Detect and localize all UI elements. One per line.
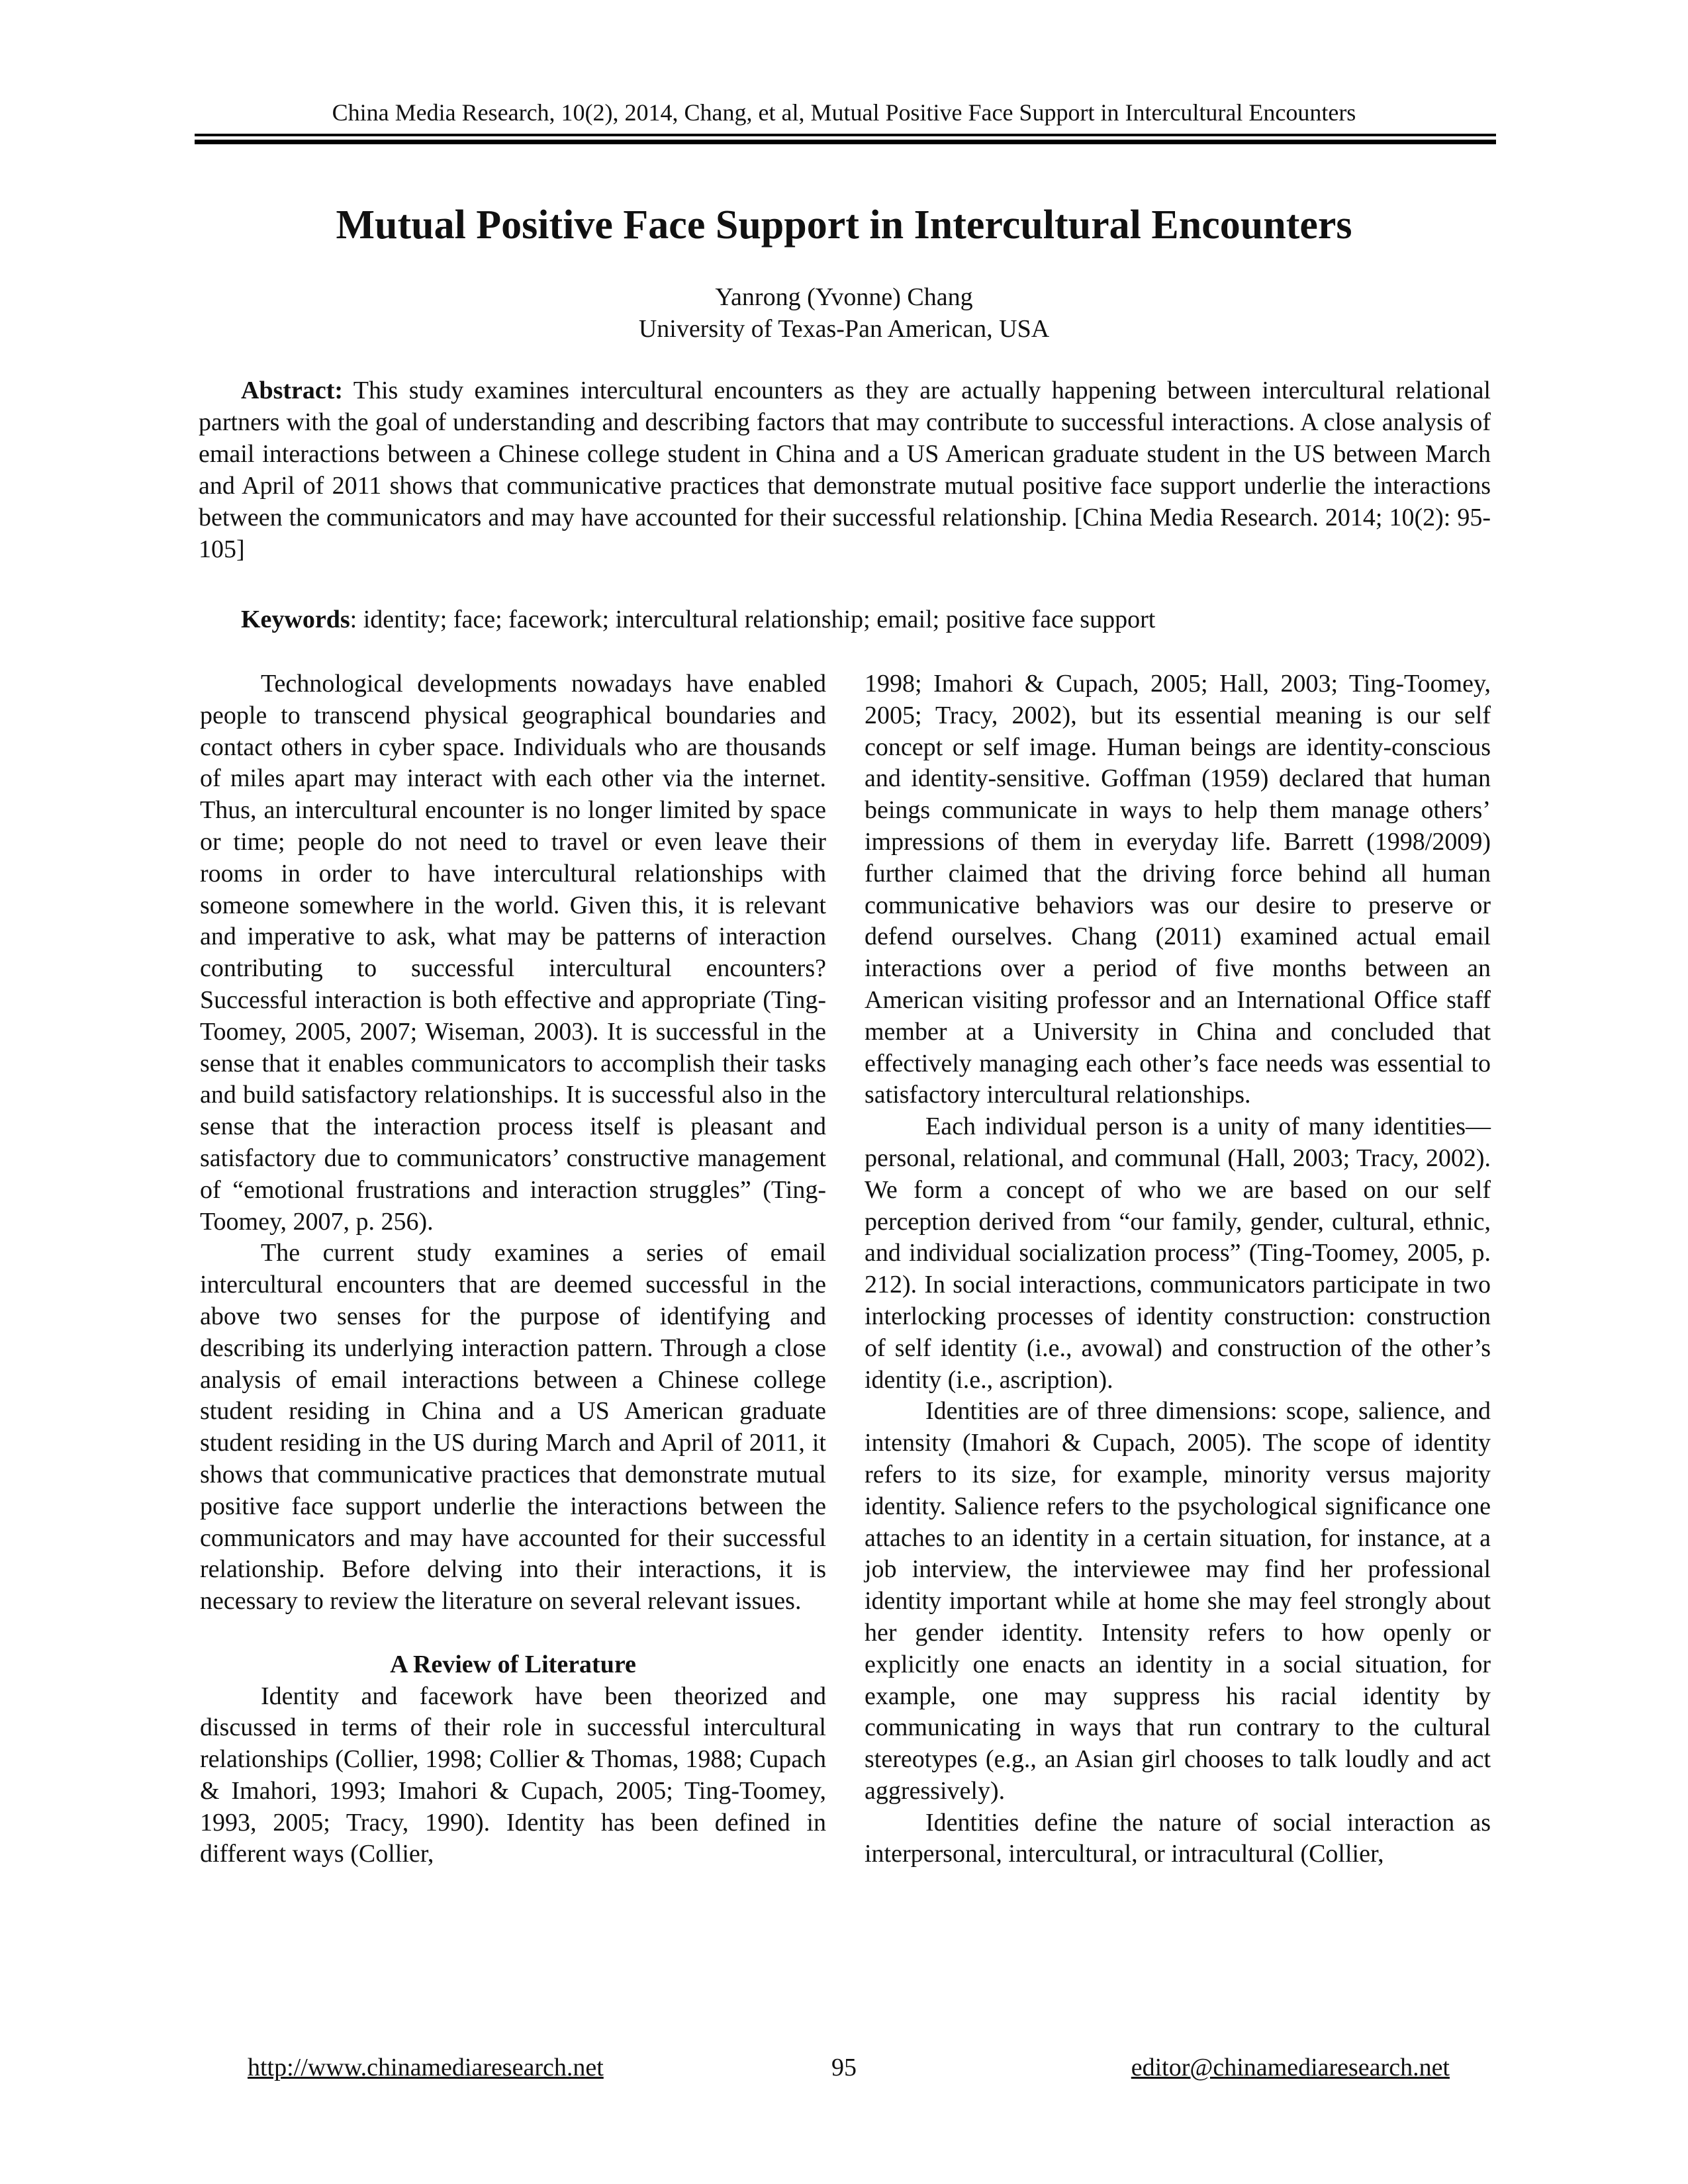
paper-title: Mutual Positive Face Support in Intercultural Encounters	[336, 203, 1352, 248]
right-paragraph-1: 1998; Imahori & Cupach, 2005; Hall, 2003; Ting-Toomey, 2005; Tracy, 2002), but its essential meaning is our self concept or self image. Human beings are identity-conscious and identity-sensitive. Goffman (1959) declared that human beings communicate in ways to help them manage others’ impressions of them in everyday life. Barrett (1998/2009) further claimed that the driving force behind all human communicative behaviors was our desire to preserve or defend ourselves. Chang (2011) examined actual email interactions over a period of five months between an American visiting professor and an International Office staff member at a University in China and concluded that effectively managing each other’s face needs was essential to satisfactory intercultural relationships.	[865, 670, 1491, 1109]
running-head: China Media Research, 10(2), 2014, Chang, et al, Mutual Positive Face Support in Intercultural Encounters	[332, 99, 1356, 126]
abstract	[199, 375, 1491, 565]
left-paragraph-3: Identity and facework have been theorized and discussed in terms of their role in successful intercultural relationships (Collier, 1998; Collier & Thomas, 1988; Cupach & Imahori, 1993; Imahori & Cupach, 2005; Ting-Toomey, 1993, 2005; Tracy, 1990). Identity has been defined in different ways (Collier,	[200, 1682, 826, 1868]
footer-url-link[interactable]: http://www.chinamediaresearch.net	[248, 2054, 604, 2081]
abstract-label: Abstract:	[241, 377, 344, 404]
right-column	[865, 668, 1491, 1870]
keywords	[199, 604, 1491, 635]
right-paragraph-2: Each individual person is a unity of many identities—personal, relational, and communal (Hall, 2003; Tracy, 2002). We form a concept of who we are based on our self perception derived from “our family, gender, cultural, ethnic, and individual socialization process” (Ting-Toomey, 2005, p. 212). In social interactions, communicators participate in two interlocking processes of identity construction: construction of self identity (i.e., avowal) and construction of the other’s identity (i.e., ascription).	[865, 1113, 1491, 1394]
keywords-label: Keywords	[241, 606, 350, 633]
header-rule-thin	[195, 134, 1496, 136]
right-paragraph-4: Identities define the nature of social interaction as interpersonal, intercultural, or intracultural (Collier,	[865, 1808, 1491, 1868]
left-paragraph-2: The current study examines a series of email intercultural encounters that are deemed successful in the above two senses for the purpose of identifying and describing its underlying interaction pattern. Through a close analysis of email interactions between a Chinese college student residing in China and a US American graduate student residing in the US during March and April of 2011, it shows that communicative practices that demonstrate mutual positive face support underlie the interactions between the communicators and may have accounted for their successful relationship. Before delving into their interactions, it is necessary to review the literature on several relevant issues.	[200, 1239, 826, 1615]
footer-email-link[interactable]: editor@chinamediaresearch.net	[1131, 2054, 1450, 2081]
section-heading-literature-review: A Review of Literature	[390, 1650, 636, 1678]
left-paragraph-1: Technological developments nowadays have enabled people to transcend physical geographical boundaries and contact others in cyber space. Individuals who are thousands of miles apart may interact with each other via the internet. Thus, an intercultural encounter is no longer limited by space or time; people do not need to travel or even leave their rooms in order to have intercultural relationships with someone somewhere in the world. Given this, it is relevant and imperative to ask, what may be patterns of interaction contributing to successful intercultural encounters? Successful interaction is both effective and appropriate (Ting-Toomey, 2005, 2007; Wiseman, 2003). It is successful in the sense that it enables communicators to accomplish their tasks and build satisfactory relationships. It is successful also in the sense that the interaction process itself is pleasant and satisfactory due to communicators’ constructive management of “emotional frustrations and interaction struggles” (Ting-Toomey, 2007, p. 256).	[200, 670, 826, 1236]
author-name: Yanrong (Yvonne) Chang	[715, 283, 973, 311]
author-affiliation: University of Texas-Pan American, USA	[638, 315, 1050, 343]
header-rule-thick	[195, 140, 1496, 144]
right-paragraph-3: Identities are of three dimensions: scope, salience, and intensity (Imahori & Cupach, 2005). The scope of identity refers to its size, for example, minority versus majority identity. Salience refers to the psychological significance one attaches to an identity in a certain situation, for instance, at a job interview, the interviewee may find her professional identity important while at home she may feel strongly about her gender identity. Intensity refers to how openly or explicitly one enacts an identity in a social situation, for example, one may suppress his racial identity by communicating in ways that run contrary to the cultural stereotypes (e.g., an Asian girl chooses to talk loudly and act aggressively).	[865, 1397, 1491, 1805]
left-column	[200, 668, 826, 1870]
keywords-text: : identity; face; facework; intercultural relationship; email; positive face support	[350, 606, 1156, 633]
abstract-text: This study examines intercultural encounters as they are actually happening between intercultural relational partners with the goal of understanding and describing factors that may contribute to successful interactions. A close analysis of email interactions between a Chinese college student in China and a US American graduate student in the US between March and April of 2011 shows that communicative practices that demonstrate mutual positive face support underlie the interactions between the communicators and may have accounted for their successful relationship. [China Media Research. 2014; 10(2): 95-105]	[199, 377, 1491, 563]
page-number: 95	[831, 2054, 857, 2081]
